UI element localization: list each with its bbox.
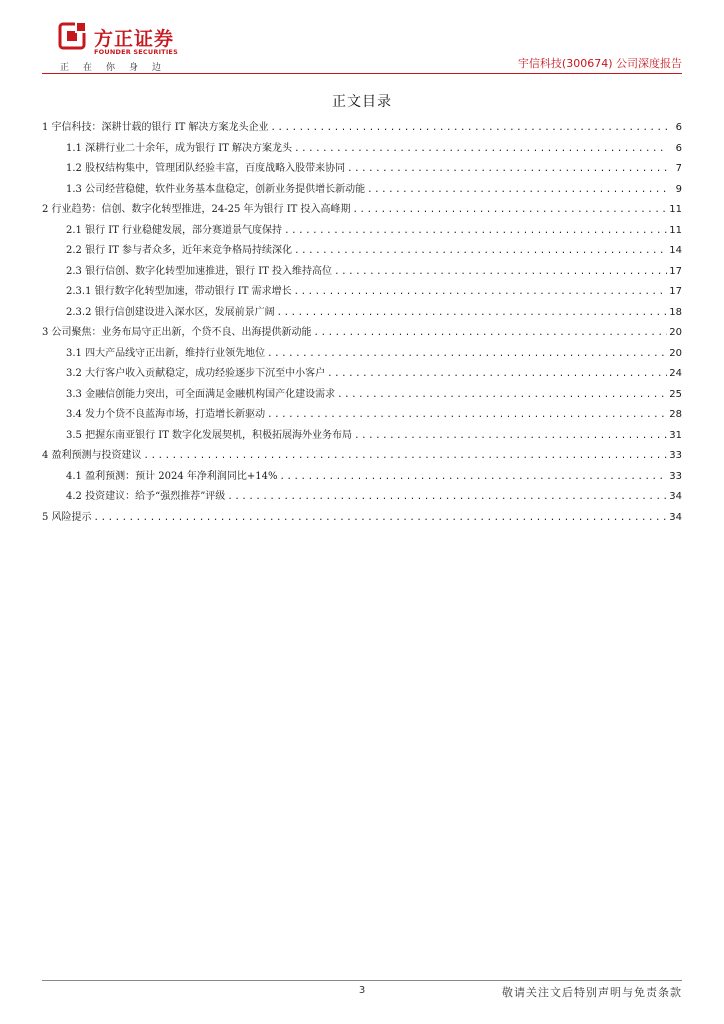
toc-entry-title: 3.5 把握东南亚银行 IT 数字化发展契机，积极拓展海外业务布局 xyxy=(66,429,353,441)
toc-entry-page: 18 xyxy=(669,306,682,318)
toc-entry-title: 3.1 四大产品线守正出新，维持行业领先地位 xyxy=(66,347,266,359)
toc-entry-page: 17 xyxy=(669,286,682,297)
toc-entry[interactable] xyxy=(42,446,682,467)
toc-entry[interactable] xyxy=(42,180,682,201)
report-title: 宇信科技(300674) 公司深度报告 xyxy=(517,57,682,70)
toc-leader-dots xyxy=(334,262,667,283)
toc-entry-page: 20 xyxy=(669,327,682,338)
toc-leader-dots xyxy=(271,118,668,139)
toc-entry-title: 1.2 股权结构集中，管理团队经验丰富，百度战略入股带来协同 xyxy=(66,163,346,174)
toc-entry[interactable] xyxy=(42,303,682,324)
toc-entry[interactable] xyxy=(42,221,682,242)
toc-entry-title: 4 盈利预测与投资建议 xyxy=(42,450,142,461)
toc-entry-title: 1 宇信科技：深耕廿载的银行 IT 解决方案龙头企业 xyxy=(42,122,269,133)
header-divider xyxy=(42,73,682,74)
toc-leader-dots xyxy=(94,508,668,529)
toc-entry-page: 17 xyxy=(669,265,682,277)
toc-entry[interactable] xyxy=(42,467,682,488)
toc-entry-title: 2.3.1 银行数字化转型加速，带动银行 IT 需求增长 xyxy=(66,286,292,297)
toc-entry[interactable] xyxy=(42,385,682,406)
toc-entry[interactable] xyxy=(42,487,682,508)
toc-entry-page: 6 xyxy=(675,142,682,154)
toc-leader-dots xyxy=(294,241,667,262)
toc-entry[interactable] xyxy=(42,282,682,303)
logo-chinese-name: 方正证券 xyxy=(94,28,175,50)
toc-entry-page: 28 xyxy=(669,409,682,420)
toc-entry-title: 2.3 银行信创、数字化转型加速推进，银行 IT 投入维持高位 xyxy=(66,265,333,277)
toc-leader-dots xyxy=(294,282,668,303)
toc-leader-dots xyxy=(347,159,668,180)
toc-entry-page: 20 xyxy=(669,347,682,359)
toc-entry[interactable] xyxy=(42,426,682,447)
toc-entry-title: 3.3 金融信创能力突出，可全面满足金融机构国产化建设需求 xyxy=(66,388,336,400)
toc-entry-page: 33 xyxy=(669,470,682,482)
toc-leader-dots xyxy=(314,323,668,344)
toc-entry-title: 3.2 大行客户收入贡献稳定，成功经验逐步下沉至中小客户 xyxy=(66,368,326,379)
toc-entry[interactable] xyxy=(42,262,682,283)
toc-leader-dots xyxy=(367,180,668,201)
toc-entry-page: 7 xyxy=(675,163,682,174)
toc-entry-page: 9 xyxy=(675,183,682,195)
toc-entry-page: 25 xyxy=(669,388,682,400)
toc-entry-title: 4.1 盈利预测：预计 2024 年净利润同比+14% xyxy=(66,470,278,482)
toc-entry-page: 11 xyxy=(669,224,682,236)
toc-entry-title: 3 公司聚焦：业务布局守正出新，个贷不良、出海提供新动能 xyxy=(42,327,312,338)
toc-entry[interactable] xyxy=(42,200,682,221)
header-slogan: 正在你身边 xyxy=(60,63,176,73)
toc-entry-title: 2 行业趋势：信创、数字化转型推进，24-25 年为银行 IT 投入高峰期 xyxy=(42,204,351,215)
toc-entry-page: 24 xyxy=(669,368,682,379)
toc-entry-page: 34 xyxy=(669,491,682,502)
toc-leader-dots xyxy=(227,487,667,508)
toc-entry-title: 4.2 投资建议：给予“强烈推荐”评级 xyxy=(66,491,226,502)
toc-entry-page: 6 xyxy=(675,122,682,133)
toc-leader-dots xyxy=(294,139,668,160)
toc-entry-title: 1.3 公司经营稳健，软件业务基本盘稳定，创新业务提供增长新动能 xyxy=(66,183,366,195)
toc-entry[interactable] xyxy=(42,118,682,139)
page-header xyxy=(0,0,724,80)
footer-divider xyxy=(42,980,682,981)
page-number: 3 xyxy=(358,985,366,996)
table-of-contents xyxy=(42,118,682,528)
toc-leader-dots xyxy=(277,303,668,324)
toc-entry-title: 2.2 银行 IT 参与者众多，近年来竞争格局持续深化 xyxy=(66,245,293,256)
toc-entry[interactable] xyxy=(42,508,682,529)
toc-entry-title: 5 风险提示 xyxy=(42,511,92,523)
toc-leader-dots xyxy=(267,405,667,426)
founder-logo-icon xyxy=(58,22,86,50)
toc-leader-dots xyxy=(267,344,667,365)
toc-entry[interactable] xyxy=(42,364,682,385)
toc-entry[interactable] xyxy=(42,344,682,365)
toc-leader-dots xyxy=(337,385,667,406)
toc-leader-dots xyxy=(144,446,668,467)
toc-entry[interactable] xyxy=(42,323,682,344)
toc-entry-title: 2.1 银行 IT 行业稳健发展，部分赛道景气度保持 xyxy=(66,224,283,236)
toc-entry[interactable] xyxy=(42,159,682,180)
toc-entry-page: 33 xyxy=(669,450,682,461)
toc-leader-dots xyxy=(327,364,667,385)
toc-entry-page: 31 xyxy=(669,429,682,441)
toc-entry-title: 1.1 深耕行业二十余年，成为银行 IT 解决方案龙头 xyxy=(66,142,293,154)
logo-english-name: FOUNDER SECURITIES xyxy=(94,48,178,56)
toc-entry-page: 14 xyxy=(669,245,682,256)
toc-entry-title: 2.3.2 银行信创建设进入深水区，发展前景广阔 xyxy=(66,306,275,318)
toc-entry[interactable] xyxy=(42,139,682,160)
toc-entry-page: 11 xyxy=(669,204,682,215)
toc-entry-page: 34 xyxy=(669,511,682,523)
toc-leader-dots xyxy=(354,426,667,447)
toc-entry-title: 3.4 发力个贷不良蓝海市场，打造增长新驱动 xyxy=(66,409,266,420)
toc-leader-dots xyxy=(284,221,667,242)
toc-leader-dots xyxy=(353,200,668,221)
toc-entry[interactable] xyxy=(42,241,682,262)
toc-entry[interactable] xyxy=(42,405,682,426)
toc-heading: 正文目录 xyxy=(332,94,392,110)
footer-disclaimer: 敬请关注文后特别声明与免责条款 xyxy=(502,986,682,999)
toc-leader-dots xyxy=(280,467,668,488)
